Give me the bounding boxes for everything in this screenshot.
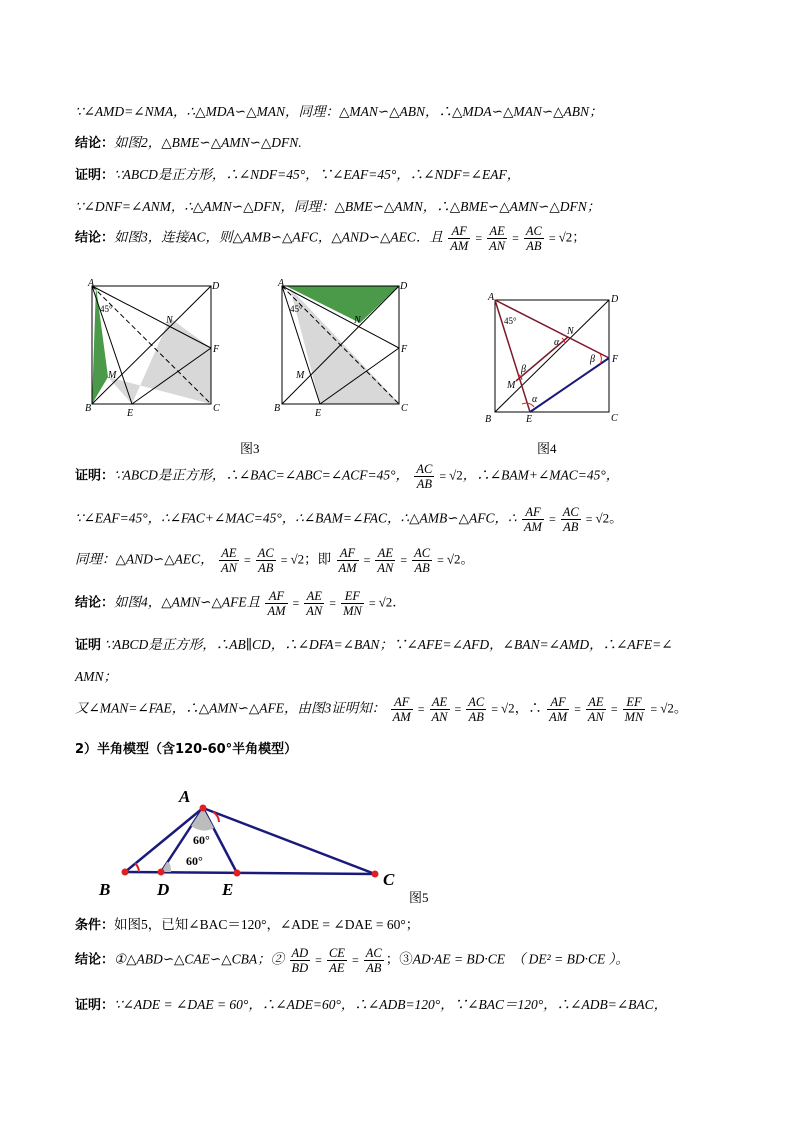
svg-text:C: C: [383, 870, 395, 889]
figure-4-caption: 图4: [537, 441, 557, 456]
text-line-2: 结论：如图2，△BME∽△AMN∽△DFN.: [75, 135, 302, 151]
svg-text:45°: 45°: [290, 304, 303, 314]
svg-text:D: D: [157, 880, 170, 899]
svg-text:E: E: [222, 880, 234, 899]
section-heading: 2）半角模型（含120-60°半角模型）: [75, 742, 298, 757]
svg-text:E: E: [127, 408, 134, 419]
fraction: $\frac{AF}{AM}$: [450, 224, 469, 253]
svg-text:C: C: [401, 403, 408, 414]
fraction: $\frac{AE}{AN}$: [489, 224, 506, 253]
svg-text:D: D: [212, 281, 220, 292]
figure-3-diagram: [80, 278, 460, 418]
svg-text:D: D: [400, 281, 408, 292]
svg-text:α: α: [554, 337, 560, 348]
svg-text:M: M: [108, 370, 117, 381]
text-line-6: 证明：∵ABCD是正方形，∴∠BAC=∠ABC=∠ACF=45°， $\frac{AC}{AB}$ = √2，∴∠BAM+∠MAC=45°，: [75, 462, 620, 491]
text-line-15: 结论：①△ABD∽△CAE∽△CBA；② $\frac{AD}{BD}$ = $\frac{CE}{AE}$ = $\frac{AC}{AB}$ ；③AD·AE = BD·CE （ DE² = BD·CE ）。: [75, 946, 629, 975]
svg-text:β: β: [590, 354, 595, 365]
svg-text:D: D: [611, 294, 619, 305]
fraction: $\frac{AC}{AB}$: [525, 224, 542, 253]
svg-text:E: E: [526, 414, 533, 425]
svg-text:C: C: [611, 413, 618, 424]
svg-text:A: A: [278, 278, 285, 289]
text-line-10: 证明 ∵ABCD是正方形，∴AB∥CD，∴∠DFA=∠BAN；∵∠AFE=∠AFD，∠BAN=∠AMD，∴∠AFE=∠: [75, 637, 673, 653]
text-line-8: 同理：△AND∽△AEC， $\frac{AE}{AN}$ = $\frac{AC}{AB}$ = √2；即 $\frac{AF}{AM}$ = $\frac{AE}{AN}$ = $\frac{AC}{AB}$ = √2。: [75, 546, 475, 575]
gray-region: [108, 318, 211, 404]
text-line-16: 证明：∵∠ADE = ∠DAE = 60°，∴∠ADE=60°，∴∠ADB=120°，∵∠BAC＝120°，∴∠ADB=∠BAC，: [75, 997, 668, 1013]
text-line-4: ∵∠DNF=∠ANM，∴△AMN∽△DFN，同理：△BME∽△AMN，∴△BME∽△AMN∽△DFN；: [75, 199, 601, 214]
svg-text:N: N: [166, 315, 173, 326]
svg-text:α: α: [532, 394, 538, 405]
svg-text:60°: 60°: [193, 833, 210, 847]
svg-text:60°: 60°: [186, 854, 203, 868]
svg-text:B: B: [485, 414, 492, 425]
svg-text:C: C: [213, 403, 220, 414]
text-line-7: ∵∠EAF=45°，∴∠FAC+∠MAC=45°，∴∠BAM=∠FAC，∴△AMB∽△AFC，∴ $\frac{AF}{AM}$ = $\frac{AC}{AB}$ = √2。: [75, 505, 623, 534]
svg-text:N: N: [567, 326, 574, 337]
figure-5-diagram: [95, 782, 435, 902]
text-line-14: 条件：如图5，已知∠BAC＝120°，∠ADE = ∠DAE = 60°；: [75, 917, 420, 933]
text-line-11: AMN；: [75, 669, 117, 684]
figure-3-caption: 图3: [240, 441, 260, 456]
svg-text:A: A: [88, 278, 95, 289]
text-line-12: 又∠MAN=∠FAE，∴△AMN∽△AFE，由图3证明知： $\frac{AF}{AM}$ = $\frac{AE}{AN}$ = $\frac{AC}{AB}$ = √2，∴ $\frac{AF}{AM}$ = $\frac{AE}{AN}$ = $\frac{EF}{MN}$ = √2。: [75, 695, 688, 724]
svg-text:B: B: [85, 403, 92, 414]
text-line-1: ∵∠AMD=∠NMA，∴△MDA∽△MAN，同理：△MAN∽△ABN，∴△MDA∽△MAN∽△ABN；: [75, 104, 603, 119]
svg-text:M: M: [507, 380, 516, 391]
svg-text:A: A: [488, 292, 495, 303]
svg-text:F: F: [213, 344, 220, 355]
svg-text:β: β: [521, 364, 526, 375]
text-line-5: 结论：如图3，连接AC，则△AMB∽△AFC，△AND∽△AEC．且 $\frac{AF}{AM}$ = $\frac{AE}{AN}$ = $\frac{AC}{AB}$ = √2；: [75, 224, 586, 253]
svg-text:B: B: [274, 403, 281, 414]
svg-text:A: A: [179, 787, 191, 806]
svg-text:45°: 45°: [100, 304, 113, 314]
text-line-3: 证明：∵ABCD是正方形，∴∠NDF=45°，∵∠EAF=45°，∴∠NDF=∠EAF，: [75, 167, 521, 183]
svg-text:B: B: [99, 880, 111, 899]
text-line-9: 结论：如图4，△AMN∽△AFE且 $\frac{AF}{AM}$ = $\frac{AE}{AN}$ = $\frac{EF}{MN}$ = √2．: [75, 589, 406, 618]
svg-text:F: F: [401, 344, 408, 355]
svg-text:F: F: [612, 354, 619, 365]
svg-text:45°: 45°: [504, 316, 517, 326]
figure-5-caption: 图5: [409, 890, 429, 905]
figure-4-diagram: [482, 288, 622, 423]
svg-text:E: E: [315, 408, 322, 419]
svg-text:M: M: [296, 370, 305, 381]
svg-text:N: N: [354, 315, 361, 326]
